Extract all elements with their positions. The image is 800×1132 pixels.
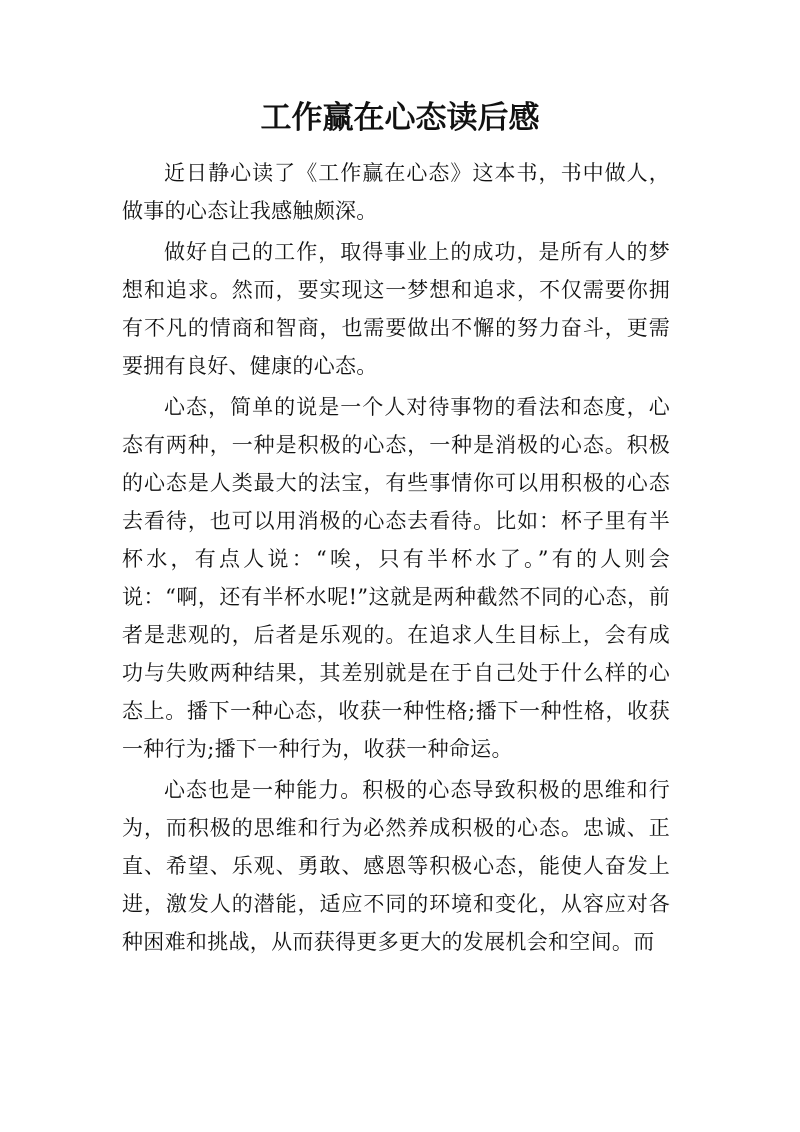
paragraph-2: 做好自己的工作，取得事业上的成功，是所有人的梦想和追求。然而，要实现这一梦想和追求，不仅需要你拥有不凡的情商和智商，也需要做出不懈的努力奋斗，更需要拥有良好、健康的心态。 bbox=[122, 240, 670, 378]
paragraph-3: 心态，简单的说是一个人对待事物的看法和态度，心态有两种，一种是积极的心态，一种是消极的心态。积极的心态是人类最大的法宝，有些事情你可以用积极的心态去看待，也可以用消极的心态去看待。比如：杯子里有半杯水，有点人说：“唉，只有半杯水了。”有的人则会说：“啊，还有半杯水呢!”这就是两种截然不同的心态，前者是悲观的，后者是乐观的。在追求人生目标上，会有成功与失败两种结果，其差别就是在于自己处于什么样的心态上。播下一种心态，收获一种性格;播下一种性格，收获一种行为;播下一种行为，收获一种命运。 bbox=[122, 395, 670, 761]
paragraph-1: 近日静心读了《工作赢在心态》这本书，书中做人，做事的心态让我感触颇深。 bbox=[122, 161, 670, 223]
document-body bbox=[122, 154, 670, 961]
paragraph-4: 心态也是一种能力。积极的心态导致积极的思维和行为，而积极的思维和行为必然养成积极的心态。忠诚、正直、希望、乐观、勇敢、感恩等积极心态，能使人奋发上进，激发人的潜能，适应不同的环境和变化，从容应对各种困难和挑战，从而获得更多更大的发展机会和空间。而 bbox=[122, 778, 670, 954]
document-title: 工作赢在心态读后感 bbox=[260, 100, 540, 136]
